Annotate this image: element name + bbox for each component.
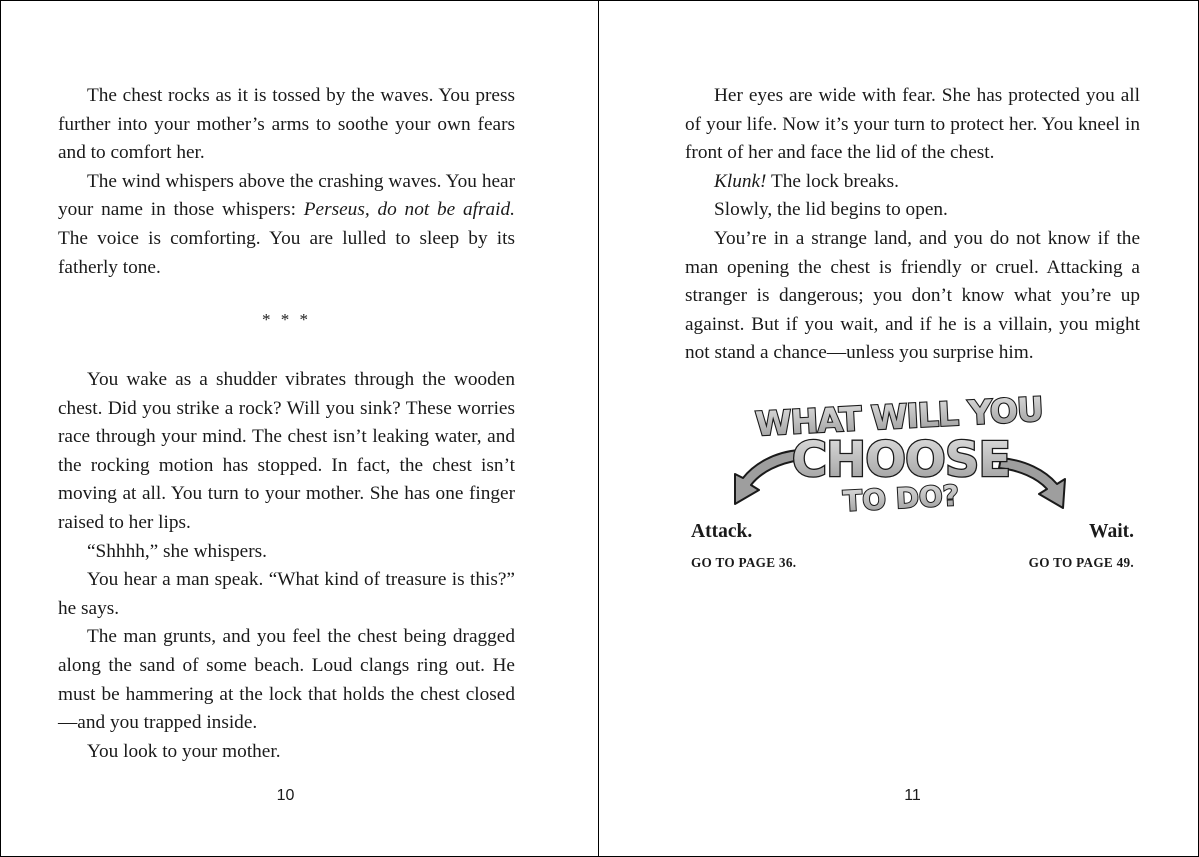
- page-number: 10: [276, 787, 295, 804]
- paragraph-text: The wind whispers above the crashing waves. You hear your name in those whispers:: [58, 170, 515, 221]
- scene-separator: * * *: [262, 310, 311, 329]
- paragraph: The chest rocks as it is tossed by the waves. You press further into your mother’s arms to soothe your own fears and to comfort her.: [58, 85, 515, 164]
- paragraph: You look to your mother.: [87, 740, 281, 762]
- choice-goto: GO TO PAGE 49.: [1028, 555, 1134, 570]
- choice-label: Wait.: [1089, 521, 1134, 542]
- paragraph-text: The voice is comforting. You are lulled to sleep by its fatherly tone.: [58, 227, 515, 278]
- paragraph: “Shhhh,” she whispers.: [87, 540, 267, 562]
- left-page: [1, 1, 599, 856]
- left-top-text: [58, 82, 515, 282]
- left-bottom-text: [58, 366, 515, 766]
- graphic-line-1: WHAT WILL YOU: [754, 389, 1044, 444]
- what-will-you-choose-graphic: [729, 386, 1069, 521]
- paragraph: You’re in a strange land, and you do not know if the man opening the chest is friendly or cruel. Attacking a stranger is dangerous; you don’t know what you’re up against. But if you wait, and if he is a villain, you might not stand a chance—unless you surprise him.: [685, 227, 1140, 364]
- paragraph: You hear a man speak. “What kind of treasure is this?” he says.: [58, 569, 515, 619]
- paragraph: The man grunts, and you feel the chest being dragged along the sand of some beach. Loud clangs ring out. He must be hammering at the lock that holds the chest closed—and you trapped inside.: [58, 626, 515, 734]
- graphic-line-2: CHOOSE: [791, 432, 1011, 488]
- paragraph-text: The lock breaks.: [766, 170, 899, 192]
- italic-klunk: Klunk!: [714, 170, 767, 192]
- paragraph: You wake as a shudder vibrates through the wooden chest. Did you strike a rock? Will you sink? These worries race through your mind. The chest isn’t leaking water, and the rocking motion has stopped. In fact, the chest isn’t moving at all. You turn to your mother. She has one finger raised to her lips.: [58, 369, 515, 533]
- right-text: [685, 82, 1140, 368]
- choice-attack[interactable]: [691, 521, 796, 571]
- paragraph: Slowly, the lid begins to open.: [714, 199, 948, 221]
- choice-goto: GO TO PAGE 36.: [691, 555, 797, 570]
- paragraph: [58, 168, 515, 282]
- paragraph: Her eyes are wide with fear. She has protected you all of your life. Now it’s your turn to protect her. You kneel in front of her and face the lid of the chest.: [685, 85, 1140, 164]
- choice-label: Attack.: [691, 521, 753, 542]
- right-page: [599, 1, 1198, 856]
- paragraph: [685, 168, 1140, 197]
- page-number: 11: [904, 787, 921, 804]
- choice-wait[interactable]: [1029, 521, 1134, 571]
- italic-whisper: Perseus, do not be afraid.: [303, 199, 515, 221]
- graphic-line-3: TO DO?: [842, 478, 960, 519]
